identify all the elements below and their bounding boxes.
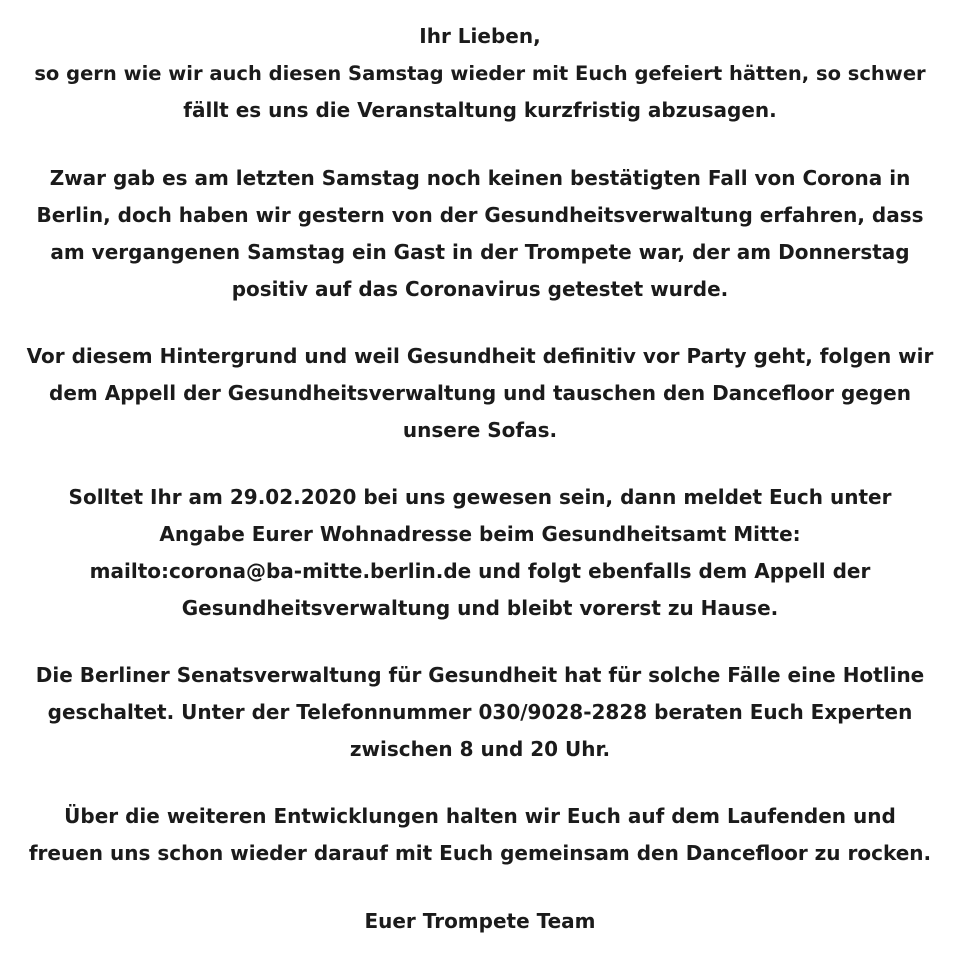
paragraph-4-line-1: Solltet Ihr am 29.02.2020 bei uns gewesen sein, dann meldet Euch unter — [68, 485, 892, 509]
paragraph-6-line-1: Über die weiteren Entwicklungen halten wir Euch auf dem Laufenden und — [64, 804, 896, 828]
paragraph-2-line-4: positiv auf das Coronavirus getestet wurde. — [231, 277, 729, 301]
paragraph-3-line-2: dem Appell der Gesundheitsverwaltung und tauschen den Dancefloor gegen — [49, 381, 911, 405]
paragraph-4-line-2: Angabe Eurer Wohnadresse beim Gesundheitsamt Mitte: — [159, 522, 801, 546]
greeting: Ihr Lieben, — [419, 24, 541, 48]
paragraph-3-line-1: Vor diesem Hintergrund und weil Gesundheit definitiv vor Party geht, folgen wir — [26, 344, 934, 368]
paragraph-5-line-1: Die Berliner Senatsverwaltung für Gesundheit hat für solche Fälle eine Hotline — [35, 663, 925, 687]
paragraph-1-line-2: fällt es uns die Veranstaltung kurzfristig abzusagen. — [183, 98, 777, 122]
paragraph-5-line-3: zwischen 8 und 20 Uhr. — [349, 737, 611, 761]
paragraph-2-line-1: Zwar gab es am letzten Samstag noch keinen bestätigten Fall von Corona in — [49, 166, 911, 190]
paragraph-1-line-1: so gern wie wir auch diesen Samstag wieder mit Euch gefeiert hätten, so schwer — [34, 62, 926, 85]
signature: Euer Trompete Team — [364, 909, 596, 933]
paragraph-5-hotline-line: geschaltet. Unter der Telefonnummer 030/9028-2828 beraten Euch Experten — [47, 700, 913, 724]
paragraph-3-line-3: unsere Sofas. — [402, 418, 558, 442]
paragraph-6-line-2: freuen uns schon wieder darauf mit Euch gemeinsam den Dancefloor zu rocken. — [28, 841, 932, 865]
paragraph-4-line-4: Gesundheitsverwaltung und bleibt vorerst zu Hause. — [181, 596, 779, 620]
paragraph-2-line-3: am vergangenen Samstag ein Gast in der Trompete war, der am Donnerstag — [50, 240, 910, 264]
paragraph-4-email-line: mailto:corona@ba-mitte.berlin.de und folgt ebenfalls dem Appell der — [89, 559, 871, 583]
paragraph-2-line-2: Berlin, doch haben wir gestern von der Gesundheitsverwaltung erfahren, dass — [36, 203, 924, 227]
